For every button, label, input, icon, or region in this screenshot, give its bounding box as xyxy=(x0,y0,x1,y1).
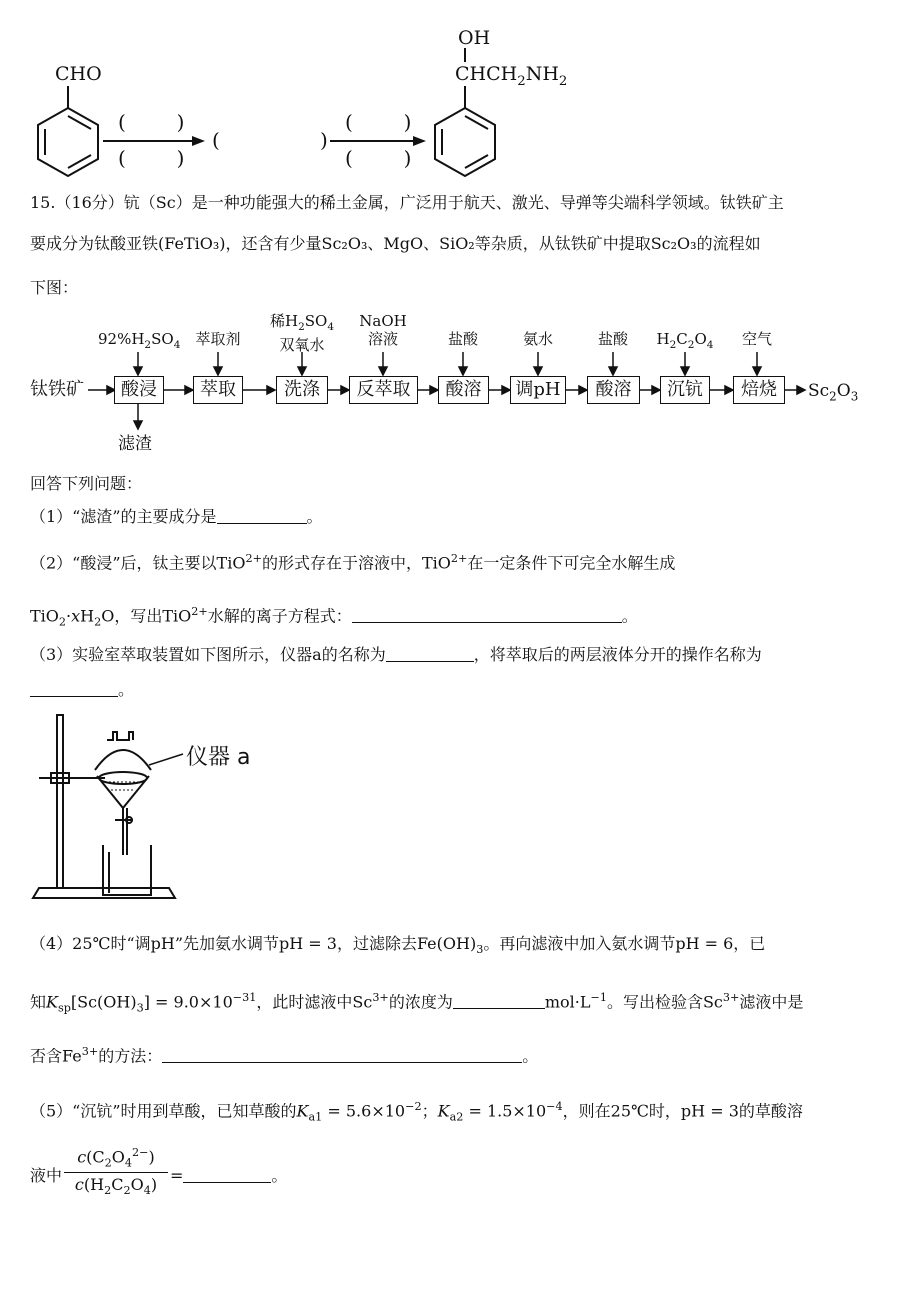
q3-line: （3）实验室萃取装置如下图所示，仪器a的名称为 ，将萃取后的两层液体分开的操作名称为 xyxy=(30,645,762,664)
reagent-ammonia: 氨水 xyxy=(522,330,553,348)
q2-answer-blank[interactable] xyxy=(352,606,622,623)
aldehyde-group: CHO xyxy=(55,63,102,85)
step-box-acid-leach: 酸浸 xyxy=(114,376,164,404)
step-box-adjust-ph: 调pH xyxy=(510,376,566,404)
step-box-back-extraction: 反萃取 xyxy=(349,376,418,404)
reagent-air: 空气 xyxy=(741,330,772,348)
q5-numerator: $c(C_2O_4^{2-})$ xyxy=(64,1146,168,1173)
step-box-acid-dissolve-1: 酸溶 xyxy=(438,376,489,404)
q4-answer-blank-2[interactable] xyxy=(162,1046,522,1063)
reagent-oxalic-acid: $H_2C_2O_4$ xyxy=(656,330,714,351)
q2-line-b: $TiO_2\cdot xH_2O$，写出TiO$^{2+}$水解的离子方程式： 。 xyxy=(30,605,638,629)
questions-heading: 回答下列问题： xyxy=(30,474,143,493)
q3-answer-blank-2[interactable] xyxy=(30,680,118,697)
q15-intro-line2: 要成分为钛酸亚铁(FeTiO₃)，还含有少量Sc₂O₃、MgO、SiO₂等杂质，从钛铁矿中提取Sc₂O₃的流程如 xyxy=(30,234,761,253)
q3-line-2: 。 xyxy=(30,680,134,700)
q15-intro-line3: 下图： xyxy=(30,278,79,297)
q4-line-a: （4）25℃时“调pH”先加氨水调节pH = 3，过滤除去$Fe(OH)_3$。再向滤液中加入氨水调节pH = 6，已 xyxy=(30,934,766,957)
q5-line-a: （5）“沉钪”时用到草酸，已知草酸的$K_{a1} = 5.6\times 10^{-2}$；$K_{a2} = 1.5\times 10^{-4}$，则在25℃时，pH = 3的草酸溶 xyxy=(30,1100,803,1124)
reagent-blank-2a: ( ) xyxy=(345,110,412,134)
reagent-hcl-1: 盐酸 xyxy=(447,330,478,348)
side-chain: $CHCH_2NH_2$ xyxy=(455,63,568,89)
reagent-blank-1a: ( ) xyxy=(118,110,185,134)
q4-line-b: 知$K_{sp}[Sc(OH)_3] = 9.0\times 10^{-31}$，此时滤液中$Sc^{3+}$的浓度为 $mol\cdot L^{-1}$。写出检验含$Sc^{3+}$滤液中是 xyxy=(30,991,804,1015)
step-box-washing: 洗涤 xyxy=(276,376,328,404)
q4-answer-blank-1[interactable] xyxy=(453,992,545,1009)
flow-start: 钛铁矿 xyxy=(30,379,84,400)
q3-answer-blank-1[interactable] xyxy=(386,645,474,662)
intermediate-close: ) xyxy=(320,128,328,152)
reagent-naoh-solution: NaOH 溶液 xyxy=(359,312,407,348)
q5-tail: = 。 xyxy=(170,1166,288,1185)
step-box-extraction: 萃取 xyxy=(193,376,243,404)
q1-answer-blank[interactable] xyxy=(217,507,307,524)
hydroxyl-group: OH xyxy=(458,27,491,49)
q5-denominator: $c(H_2C_2O_4)$ xyxy=(74,1174,158,1197)
reagent-blank-2b: ( ) xyxy=(345,146,412,170)
q15-intro-line1: 15.（16分）钪（Sc）是一种功能强大的稀土金属，广泛用于航天、激光、导弹等尖端科学领域。钛铁矿主 xyxy=(30,193,784,212)
step-box-precipitate-sc: 沉钪 xyxy=(660,376,710,404)
flow-end: $Sc_2O_3$ xyxy=(808,381,859,404)
reagent-dilute-sulfuric-peroxide: 稀$H_2SO_4$ 双氧水 xyxy=(269,312,335,354)
q5-lead: 液中 xyxy=(30,1166,63,1185)
reagent-sulfuric-92: $92\%H_2SO_4$ xyxy=(98,330,181,351)
intermediate-open: ( xyxy=(212,128,220,152)
reagent-blank-1b: ( ) xyxy=(118,146,185,170)
reagent-extractant: 萃取剂 xyxy=(195,330,241,348)
step-box-acid-dissolve-2: 酸溶 xyxy=(587,376,640,404)
q4-line-c: 否含$Fe^{3+}$的方法： 。 xyxy=(30,1045,539,1066)
q1-line: （1）“滤渣”的主要成分是 。 xyxy=(30,507,323,526)
apparatus-label: 仪器 a xyxy=(186,745,251,770)
step-box-roasting: 焙烧 xyxy=(733,376,785,404)
reagent-hcl-2: 盐酸 xyxy=(597,330,628,348)
filter-residue-label: 滤渣 xyxy=(118,434,152,454)
q5-fraction xyxy=(64,1146,168,1197)
q2-line-a: （2）“酸浸”后，钛主要以TiO$^{2+}$的形式存在于溶液中，TiO$^{2+}$在一定条件下可完全水解生成 xyxy=(30,552,676,573)
q5-answer-blank[interactable] xyxy=(183,1166,271,1183)
q1-text: （1）“滤渣”的主要成分是 xyxy=(30,507,217,526)
separatory-funnel-apparatus xyxy=(25,710,285,910)
